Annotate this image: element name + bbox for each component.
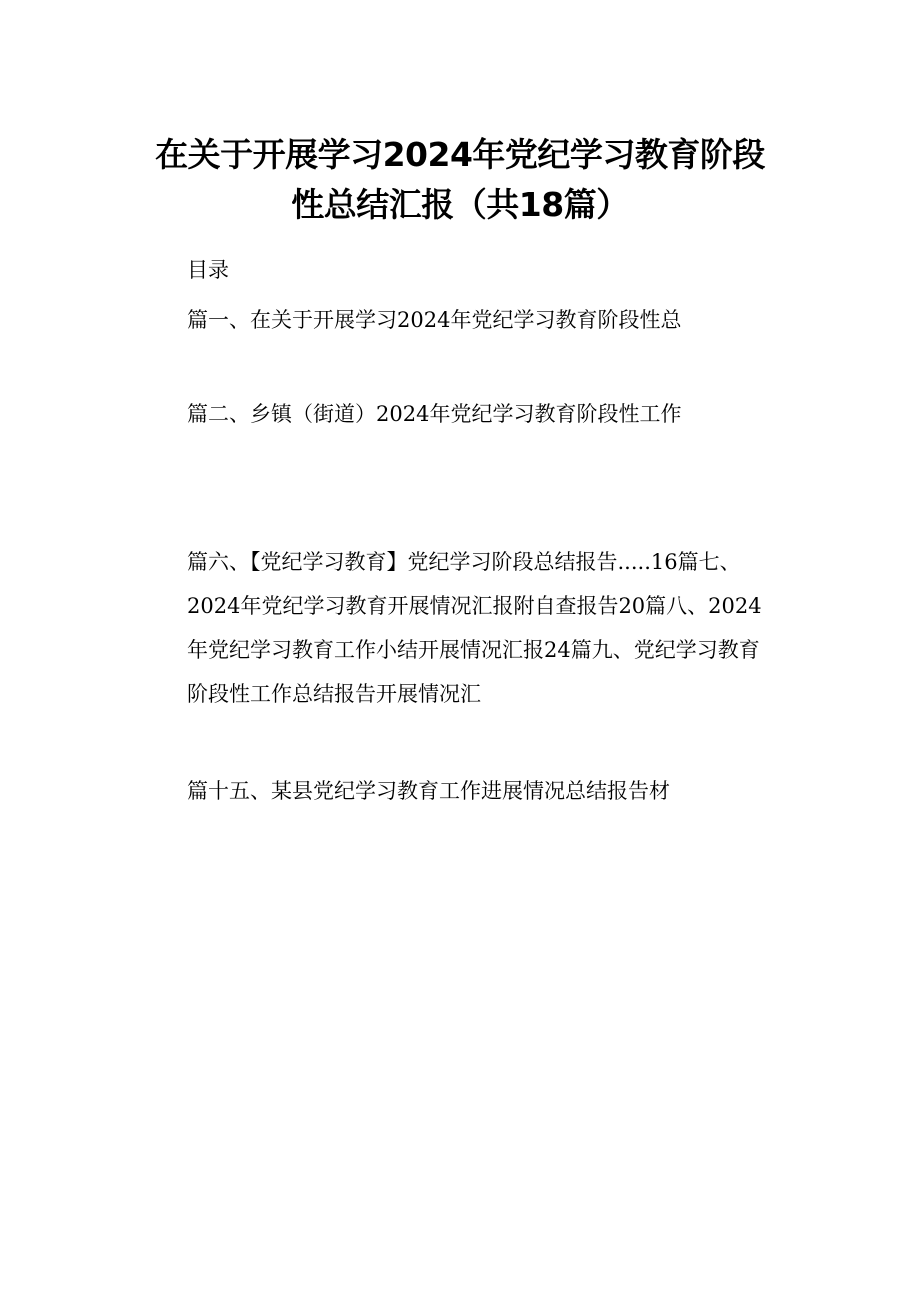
toc-paragraph-line-4: 阶段性工作总结报告开展情况汇 [187, 682, 481, 706]
toc-heading: 目录 [187, 258, 229, 282]
toc-item-1: 篇一、在关于开展学习2024年党纪学习教育阶段性总 [187, 308, 682, 332]
toc-item-2: 篇二、乡镇（街道）2024年党纪学习教育阶段性工作 [187, 402, 682, 426]
toc-paragraph-line-3: 年党纪学习教育工作小结开展情况汇报24篇九、党纪学习教育 [187, 638, 760, 662]
toc-paragraph-line-2: 2024年党纪学习教育开展情况汇报附自查报告20篇八、2024 [187, 594, 762, 618]
document-title-line-2: 性总结汇报（共18篇） [291, 185, 629, 224]
toc-paragraph-line-1: 篇六、【党纪学习教育】党纪学习阶段总结报告.....16篇七、 [187, 550, 741, 574]
toc-paragraph [187, 540, 827, 716]
document-title-line-1: 在关于开展学习2024年党纪学习教育阶段 [155, 135, 765, 174]
toc-item-15: 篇十五、某县党纪学习教育工作进展情况总结报告材 [187, 779, 670, 803]
